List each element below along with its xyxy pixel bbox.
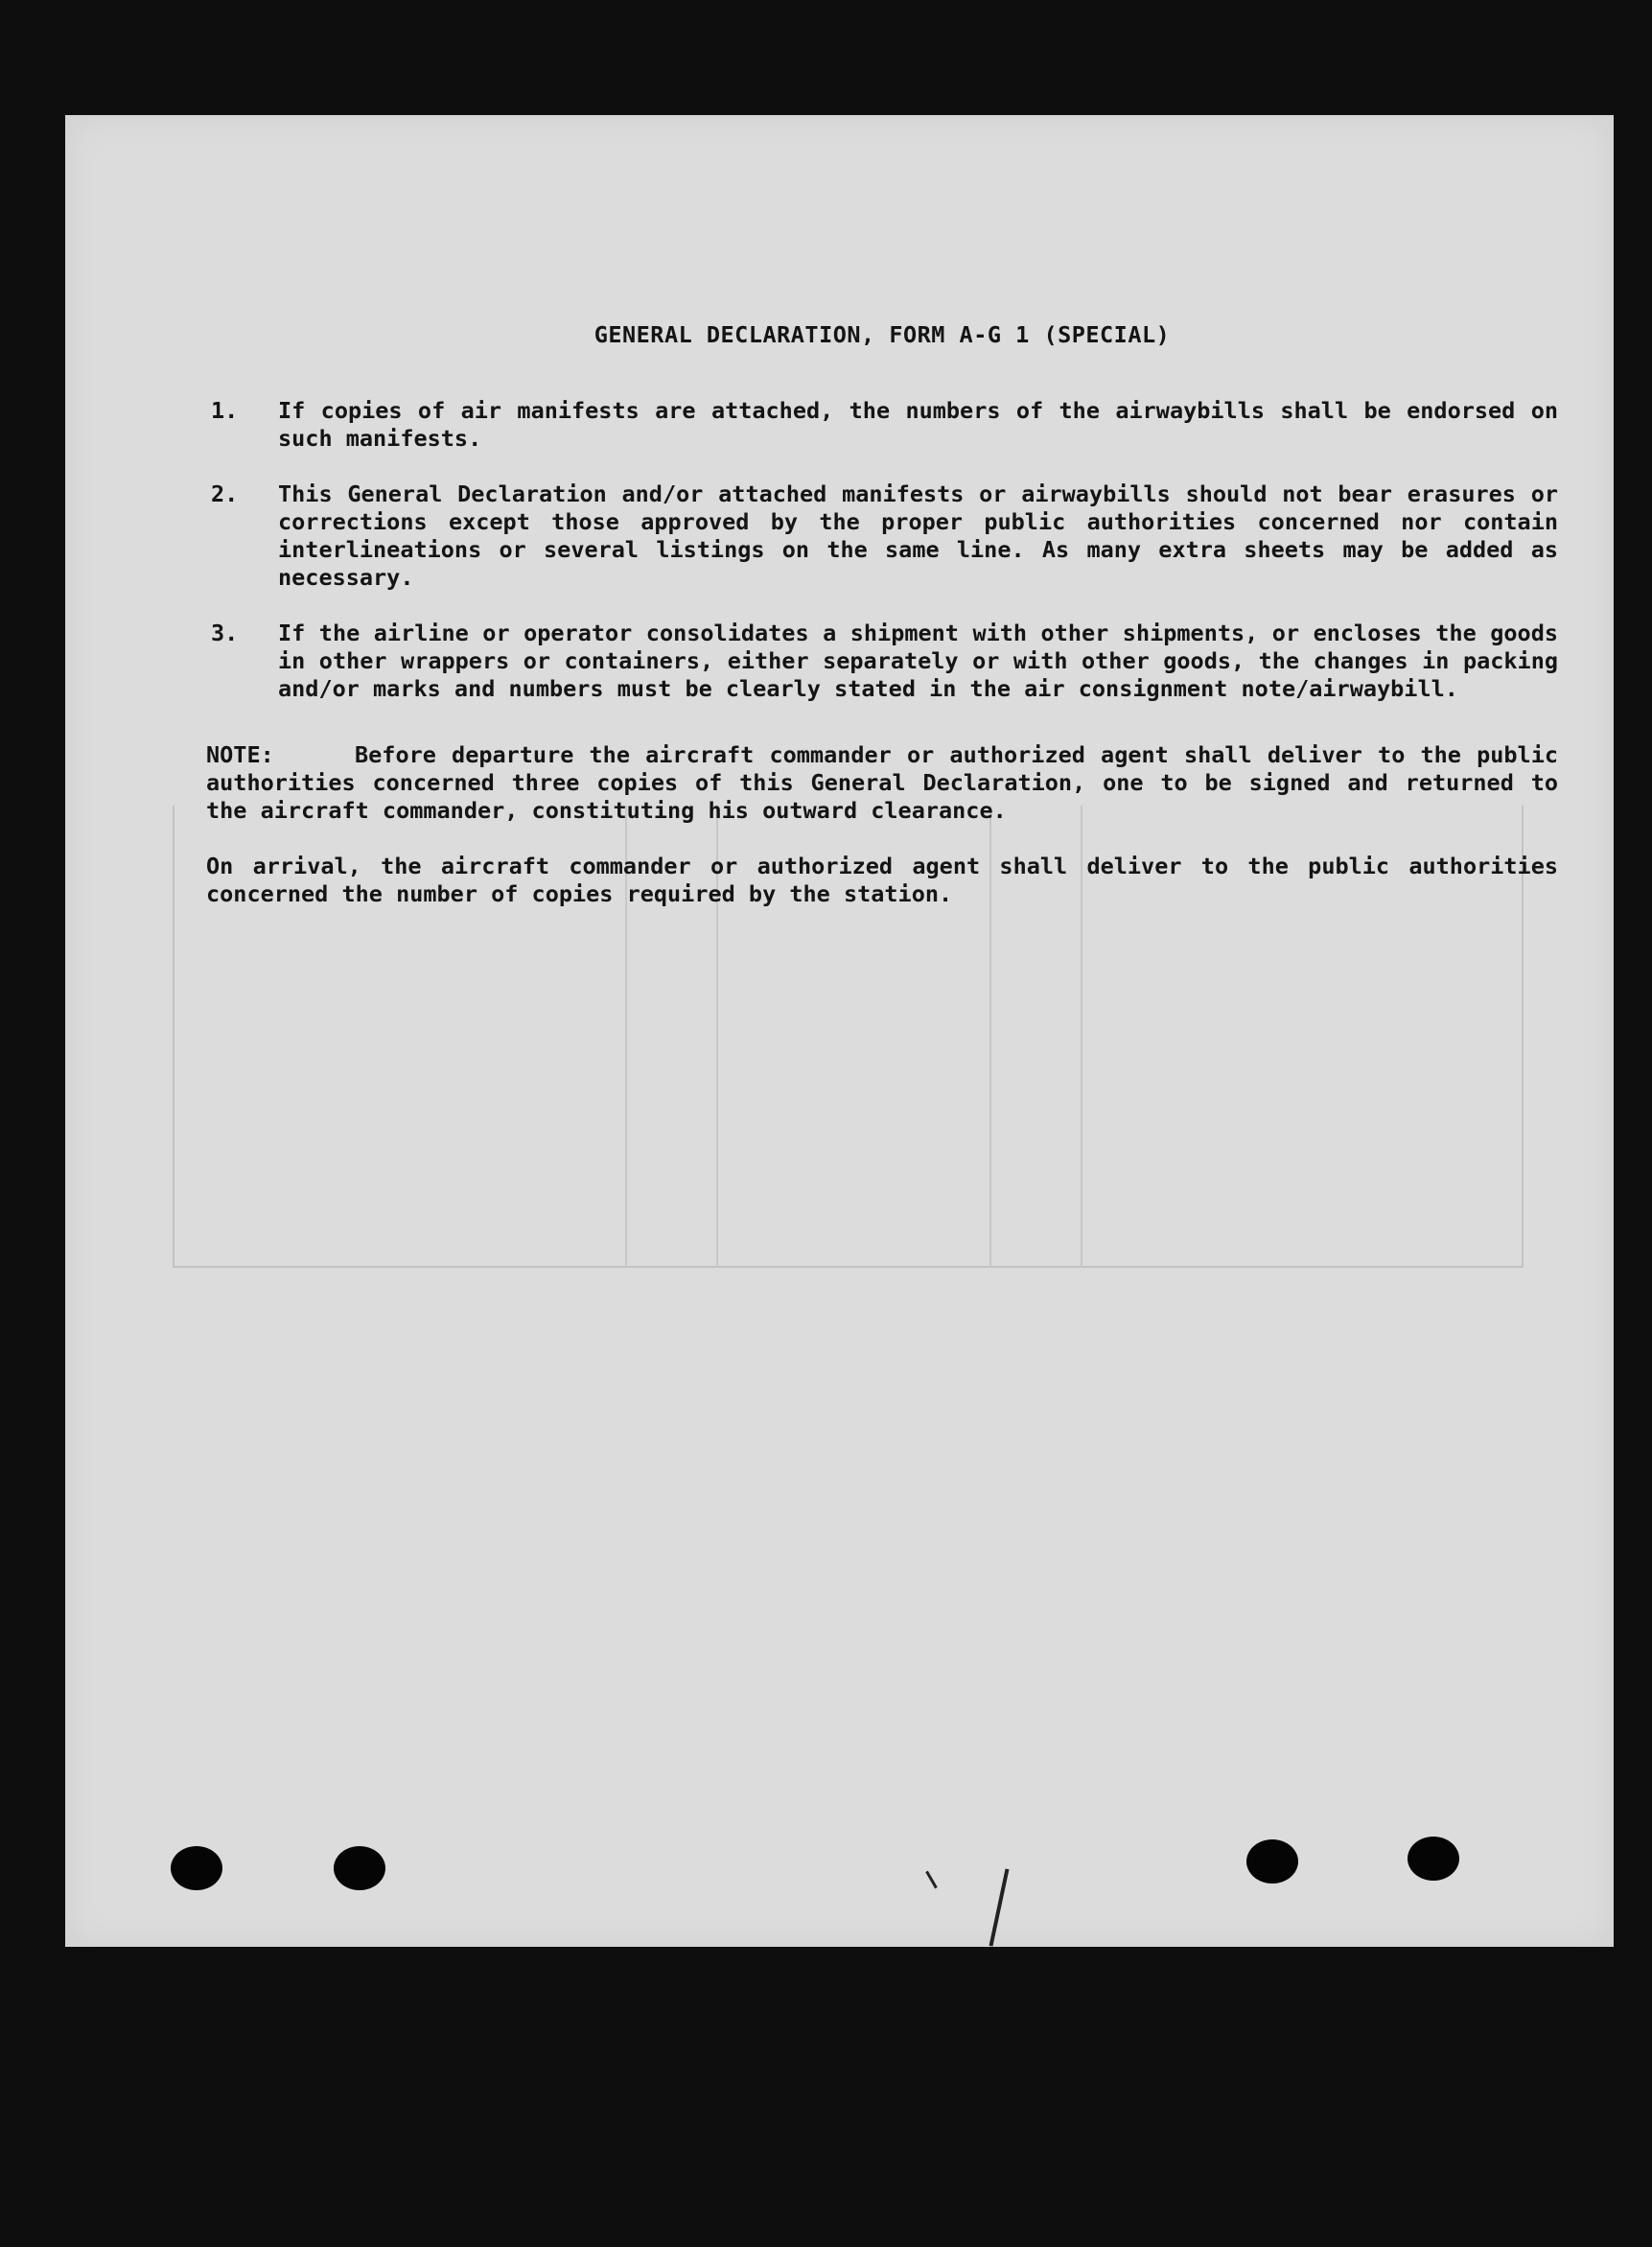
pen-mark [925,1871,938,1889]
item-text: This General Declaration and/or attached manifests or airwaybills should not bear erasures or corrections except those approved by the proper public authorities concerned nor contain interlineations or several listings on the same line. As many extra sheets may be added as necessary. [278,480,1558,591]
punch-hole [334,1846,385,1890]
list-item [206,397,1558,453]
item-text: If copies of air manifests are attached, the numbers of the airwaybills shall be endorsed on such manifests. [278,397,1558,452]
list-item [206,480,1558,592]
item-number: 1. [211,397,239,424]
item-number: 3. [211,620,239,646]
item-text: If the airline or operator consolidates a shipment with other shipments, or encloses the goods in other wrappers or containers, either separately or with other goods, the changes in packing and/or marks and numbers must be clearly stated in the air consignment note/airwaybill. [278,620,1558,702]
list-item [206,620,1558,703]
declaration-text [206,321,1558,908]
pen-mark [989,1868,1010,1946]
note-paragraph [206,741,1558,825]
punch-hole [171,1846,222,1890]
document-page [65,115,1614,1947]
item-number: 2. [211,480,239,507]
arrival-paragraph: On arrival, the aircraft commander or authorized agent shall deliver to the public authorities concerned the number of copies required by the station. [206,853,1558,907]
note-text: Before departure the aircraft commander or authorized agent shall deliver to the public authorities concerned three copies of this General Declaration, one to be signed and returned to the aircraft commander, constituting his outward clearance. [206,741,1558,824]
page-title: GENERAL DECLARATION, FORM A-G 1 (SPECIAL) [593,321,1171,348]
note-label: NOTE: [206,741,274,768]
punch-hole [1246,1839,1298,1884]
punch-hole [1408,1837,1459,1881]
